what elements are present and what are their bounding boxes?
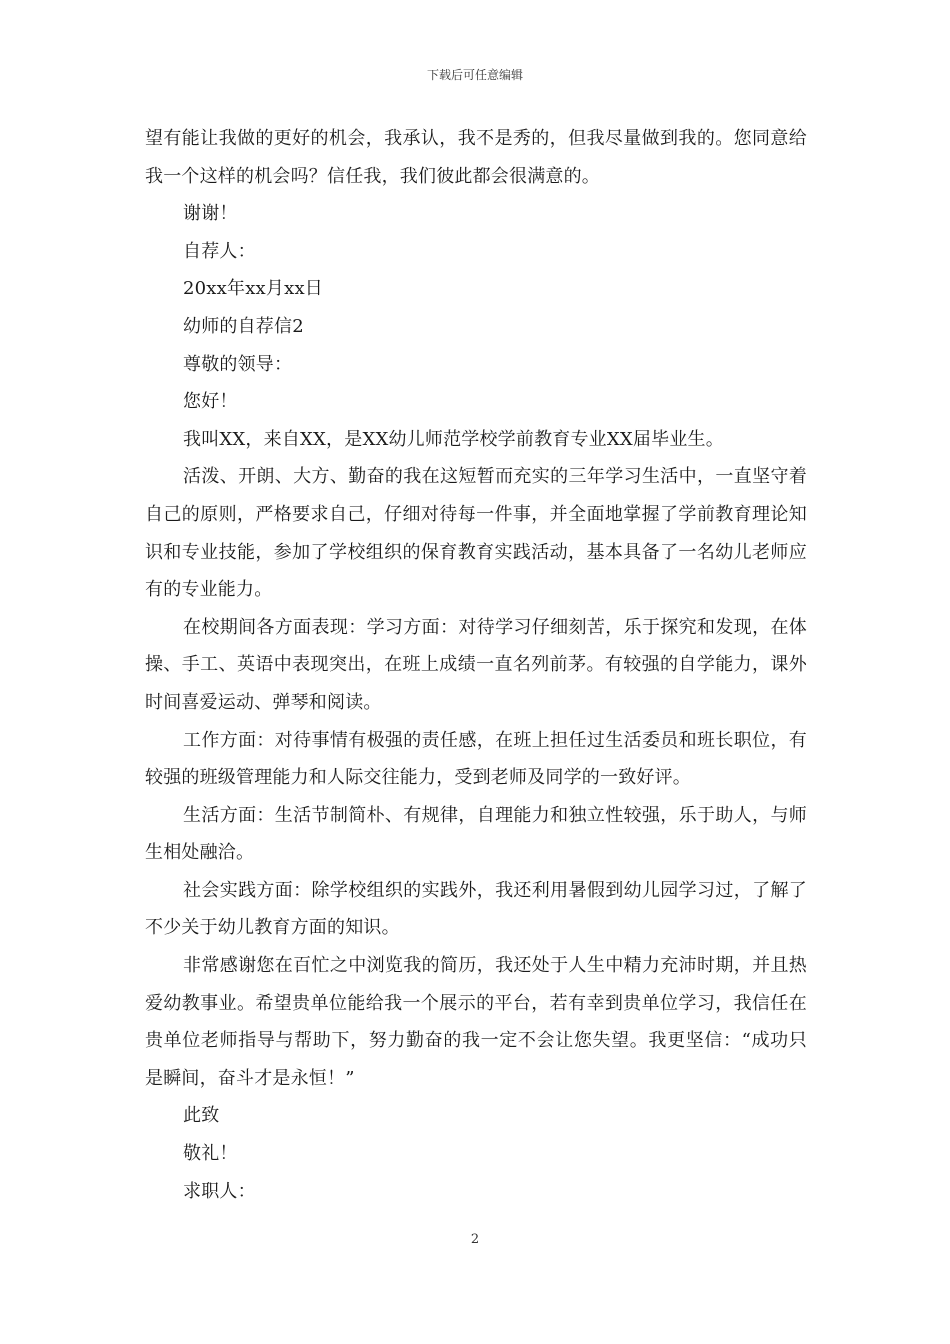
paragraph: 生活方面：生活节制简朴、有规律，自理能力和独立性较强，乐于助人，与师生相处融洽。 <box>145 804 807 864</box>
date-line: 20xx年xx月xx日 <box>183 278 324 300</box>
section-title: 幼师的自荐信2 <box>183 315 304 337</box>
paragraph: 社会实践方面：除学校组织的实践外，我还利用暑假到幼儿园学习过，了解了不少关于幼儿教育方面的知识。 <box>145 879 807 939</box>
paragraph: 我叫XX，来自XX，是XX幼儿师范学校学前教育专业XX届毕业生。 <box>183 428 724 450</box>
signature-label: 自荐人： <box>183 240 256 262</box>
paragraph: 活泼、开朗、大方、勤奋的我在这短暂而充实的三年学习生活中，一直坚守着自己的原则，严格要求自己，仔细对待每一件事，并全面地掌握了学前教育理论知识和专业技能，参加了学校组织的保育教育实践活动，基本具备了一名幼儿老师应有的专业能力。 <box>145 466 807 601</box>
document-body <box>145 120 807 1210</box>
page-header: 下载后可任意编辑 <box>426 68 523 82</box>
thanks-line: 谢谢！ <box>183 203 238 225</box>
paragraph: 工作方面：对待事情有极强的责任感，在班上担任过生活委员和班长职位，有较强的班级管理能力和人际交往能力，受到老师及同学的一致好评。 <box>145 729 807 789</box>
closing-salute: 敬礼！ <box>183 1143 238 1165</box>
paragraph: 在校期间各方面表现：学习方面：对待学习仔细刻苦，乐于探究和发现，在体操、手工、英语中表现突出，在班上成绩一直名列前茅。有较强的自学能力，课外时间喜爱运动、弹琴和阅读。 <box>145 616 807 713</box>
page-number: 2 <box>470 1232 480 1247</box>
paragraph: 非常感谢您在百忙之中浏览我的简历，我还处于人生中精力充沛时期，并且热爱幼教事业。希望贵单位能给我一个展示的平台，若有幸到贵单位学习，我信任在贵单位老师指导与帮助下，努力勤奋的我一定不会让您失望。我更坚信：“成功只是瞬间，奋斗才是永恒！” <box>145 955 807 1089</box>
greeting: 您好！ <box>183 391 238 413</box>
applicant-label: 求职人： <box>183 1180 256 1202</box>
closing-line: 此致 <box>183 1105 220 1127</box>
paragraph: 望有能让我做的更好的机会，我承认，我不是秀的，但我尽量做到我的。您同意给我一个这样的机会吗？信任我，我们彼此都会很满意的。 <box>145 128 807 187</box>
salutation: 尊敬的领导： <box>183 353 293 375</box>
